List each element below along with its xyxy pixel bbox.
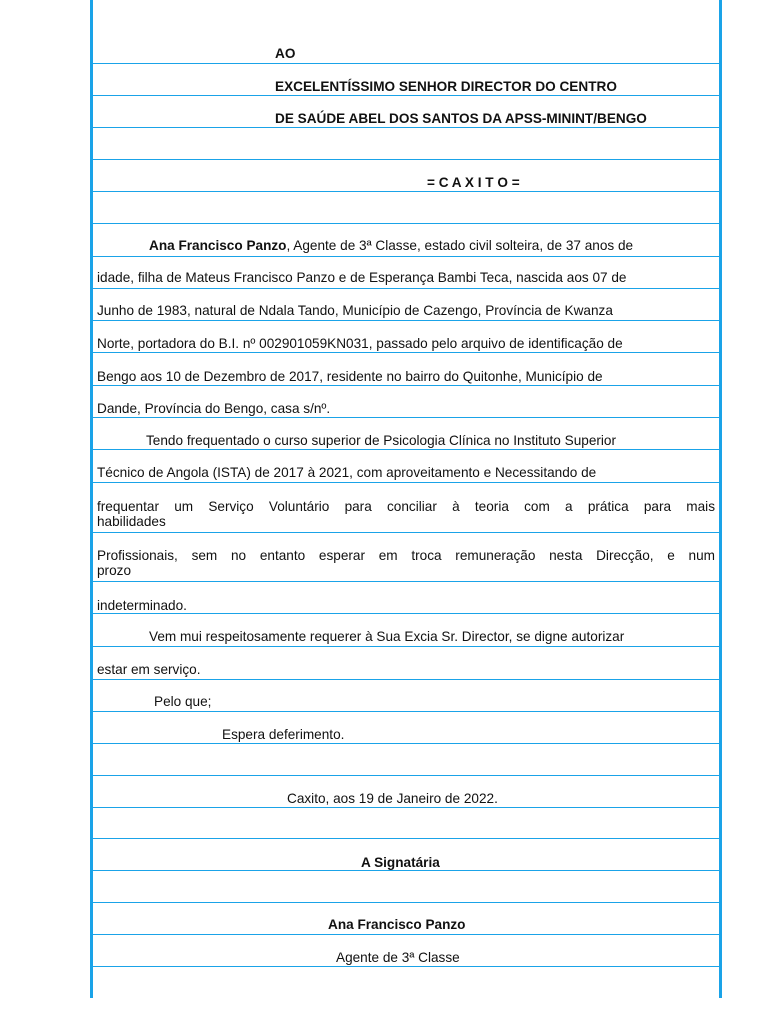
ruled-line xyxy=(93,191,719,192)
paragraph-1-line-1-text: , Agente de 3ª Classe, estado civil solteira, de 37 anos de xyxy=(286,238,634,253)
ruled-line xyxy=(93,966,719,967)
paragraph-1-line-4: Norte, portadora do B.I. nº 002901059KN031, passado pelo arquivo de identificação de xyxy=(97,336,623,351)
ruled-line xyxy=(93,256,719,257)
addressee-line-2: DE SAÚDE ABEL DOS SANTOS DA APSS-MININT/BENGO xyxy=(275,111,647,126)
addressee-city: = C A X I T O = xyxy=(427,175,520,190)
ruled-line xyxy=(93,679,719,680)
ruled-line xyxy=(93,807,719,808)
paragraph-2-line-3-wrap: habilidades xyxy=(97,514,166,529)
ruled-line xyxy=(93,482,719,483)
signatory-label: A Signatária xyxy=(361,855,440,870)
ruled-line xyxy=(93,288,719,289)
ruled-line xyxy=(93,711,719,712)
paragraph-3-line-2: estar em serviço. xyxy=(97,662,201,677)
paragraph-2-line-2: Técnico de Angola (ISTA) de 2017 à 2021, com aproveitamento e Necessitando de xyxy=(97,465,597,480)
paragraph-1-line-1 xyxy=(149,238,633,254)
addressee-ao: AO xyxy=(275,46,296,61)
ruled-line xyxy=(93,743,719,744)
addressee-line-1: EXCELENTÍSSIMO SENHOR DIRECTOR DO CENTRO xyxy=(275,79,617,94)
pelo-que: Pelo que; xyxy=(154,694,212,709)
espera-deferimento: Espera deferimento. xyxy=(222,727,345,742)
paragraph-2-line-5: indeterminado. xyxy=(97,598,187,613)
ruled-line xyxy=(93,934,719,935)
paragraph-1-line-2: idade, filha de Mateus Francisco Panzo e de Esperança Bambi Teca, nascida aos 07 de xyxy=(97,270,627,285)
signatory-name: Ana Francisco Panzo xyxy=(328,917,466,932)
ruled-line xyxy=(93,352,719,353)
paragraph-3-line-1: Vem mui respeitosamente requerer à Sua Excia Sr. Director, se digne autorizar xyxy=(149,629,625,644)
left-margin-rule xyxy=(90,0,93,998)
ruled-line xyxy=(93,127,719,128)
signatory-title: Agente de 3ª Classe xyxy=(336,950,460,965)
ruled-line xyxy=(93,417,719,418)
right-margin-rule xyxy=(719,0,722,998)
ruled-line xyxy=(93,159,719,160)
ruled-line xyxy=(93,646,719,647)
ruled-line xyxy=(93,532,719,533)
paragraph-1-line-3: Junho de 1983, natural de Ndala Tando, Município de Cazengo, Província de Kwanza xyxy=(97,303,613,318)
paragraph-2-line-3 xyxy=(97,499,715,529)
place-date: Caxito, aos 19 de Janeiro de 2022. xyxy=(287,791,498,806)
ruled-line xyxy=(93,581,719,582)
ruled-line xyxy=(93,63,719,64)
ruled-line xyxy=(93,838,719,839)
paragraph-2-line-4 xyxy=(97,548,715,578)
paragraph-2-line-4-main: Profissionais, sem no entanto esperar em troca remuneração nesta Direcção, e num xyxy=(97,548,715,563)
ruled-line xyxy=(93,902,719,903)
ruled-line xyxy=(93,95,719,96)
ruled-line xyxy=(93,385,719,386)
requester-name: Ana Francisco Panzo xyxy=(149,238,287,253)
paragraph-1-line-6: Dande, Província do Bengo, casa s/nº. xyxy=(97,401,331,416)
ruled-line xyxy=(93,320,719,321)
ruled-line xyxy=(93,223,719,224)
paragraph-2-line-4-wrap: prozo xyxy=(97,563,132,578)
paragraph-2-line-3-main: frequentar um Serviço Voluntário para conciliar à teoria com a prática para mais xyxy=(97,499,715,514)
ruled-line xyxy=(93,449,719,450)
paragraph-1-line-5: Bengo aos 10 de Dezembro de 2017, residente no bairro do Quitonhe, Município de xyxy=(97,369,603,384)
paragraph-2-line-1: Tendo frequentado o curso superior de Psicologia Clínica no Instituto Superior xyxy=(146,433,617,448)
ruled-line xyxy=(93,775,719,776)
